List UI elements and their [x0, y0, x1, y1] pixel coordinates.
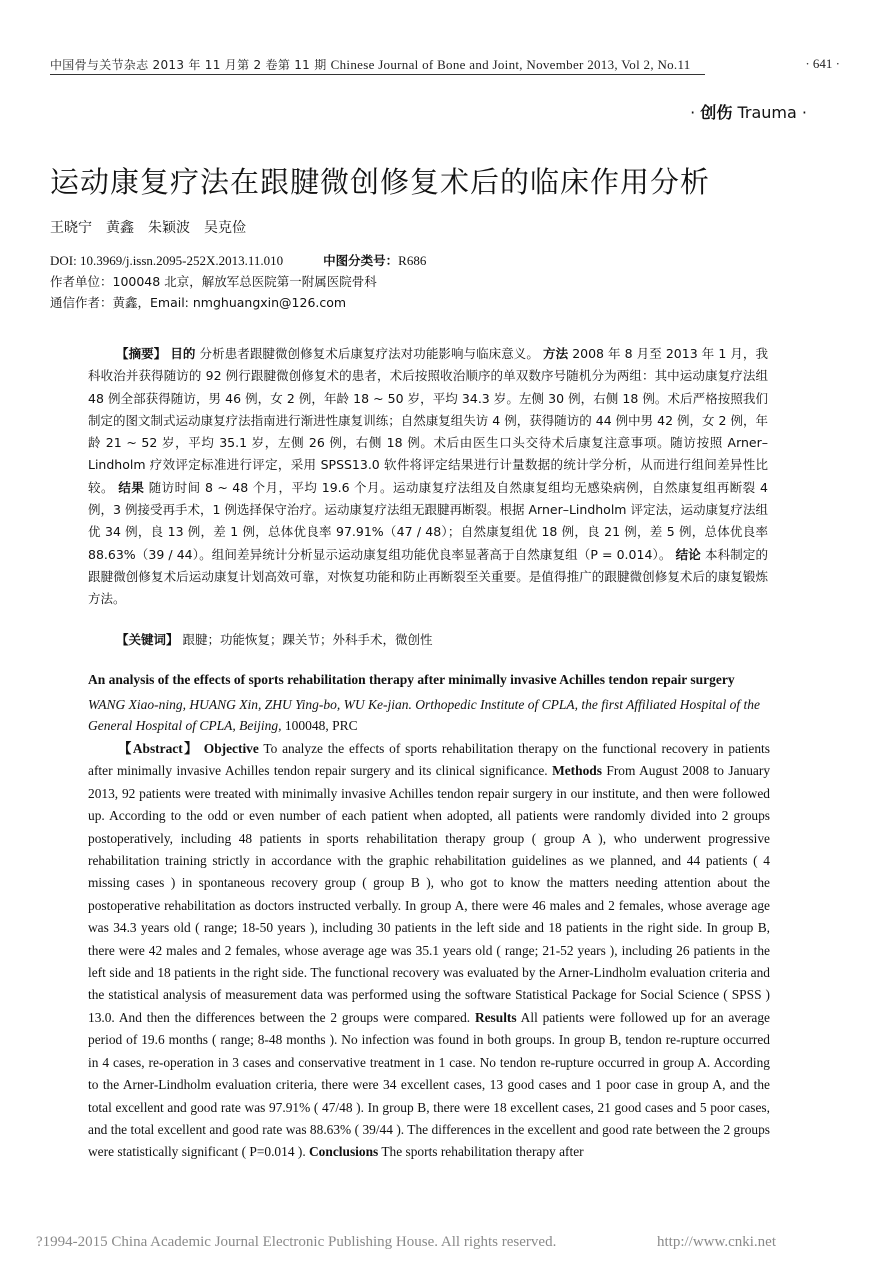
conclusions-text-en: The sports rehabilitation therapy after [378, 1144, 584, 1160]
running-header [50, 54, 840, 76]
copyright-footer [36, 1234, 776, 1251]
section-tag [690, 100, 807, 123]
objective-label-cn: 目的 [170, 346, 196, 361]
section-bullet-right: · [801, 103, 807, 122]
copyright-text: ?1994-2015 China Academic Journal Electronic Publishing House. All rights reserved. [36, 1234, 557, 1250]
results-label-en: Results [474, 1009, 517, 1025]
abstract-en [88, 738, 770, 1164]
results-text-cn: 随访时间 8 ~ 48 个月，平均 19.6 个月。运动康复疗法组及自然康复组均无感染病例，自然康复组再断裂 4 例，3 例接受再手术，1 例选择保守治疗。运动康复疗法组无跟腱再断裂。根据 Arner–Lindholm 评定法，运动康复疗法组优 34 例，良 13 例，差 1 例，总体优良率 97.91%（47 / 48）；自然康复组优 18 例，良 21 例，差 5 例，总体优良率 88.63%（39 / 44）。组间差异统计分析显示运动康复组功能优良率显著高于自然康复组（P = 0.014）。 [88, 479, 768, 562]
objective-label-en: Objective [203, 741, 259, 756]
conclusion-label-cn: 结论 [675, 546, 701, 562]
section-label-cn: 创伤 [700, 103, 733, 122]
abstract-cn [88, 343, 768, 611]
journal-citation-cn: 中国骨与关节杂志 2013 年 11 月第 2 卷第 11 期 [50, 58, 327, 72]
section-label-en: Trauma [737, 103, 797, 122]
correspondence: 通信作者：黄鑫，Email: nmghuangxin@126.com [50, 295, 347, 310]
methods-label-cn: 方法 [543, 346, 569, 361]
doi: DOI: 10.3969/j.issn.2095-252X.2013.11.010 [50, 253, 284, 268]
methods-text-en: From August 2008 to January 2013, 92 patients were treated with minimally invasive Achilles tendon repair surgery in our institute, and then were followed up. According to the odd or even number of each patient when adopted, all patients were randomly divided into 2 groups postoperatively, including 48 patients in sports rehabilitation therapy group ( group A ), who underwent progressive rehabilitation training strictly in accordance with the graphic rehabilitation guidelines as we planned, and 44 patients ( 4 missing cases ) in spontaneous recovery group ( group B ), who got to know the matters needing attention about the postoperative rehabilitation as doctors instructed verbally. In group A, there were 46 males and 2 females, whose average age was 34.3 years old ( range; 18-50 years ), including 30 patients in the left side and 18 patients in the right side. In group B, there were 42 males and 2 females, whose average age was 35.1 years old ( range; 21-52 years ), including 26 patients in the left side and 18 patients in the right side. The functional recovery was evaluated by the Arner-Lindholm evaluation criteria and the statistical analysis of measurement data was performed using the software Statistical Package for Social Science ( SPSS ) 13.0. And then the differences between the 2 groups were compared. [88, 763, 771, 1025]
keywords-cn-text: 跟腱；功能恢复；踝关节；外科手术，微创性 [182, 632, 433, 647]
classification-value: R686 [398, 253, 427, 268]
authors-en-postcode: 100048, PRC [281, 718, 358, 733]
header-rule [50, 74, 705, 75]
page-number: · 641 · [805, 56, 840, 71]
keywords-cn-label: 【关键词】 [116, 632, 179, 647]
journal-citation-en: Chinese Journal of Bone and Joint, November 2013, Vol 2, No.11 [330, 57, 691, 72]
objective-text-cn: 分析患者跟腱微创修复术后康复疗法对功能影响与临床意义。 [199, 346, 539, 361]
section-bullet-left: · [690, 103, 696, 122]
objective-text-en: To analyze the effects of sports rehabilitation therapy on the functional recovery in patients after minimally invasive Achilles tendon repair surgery and its clinical significance. [88, 741, 770, 779]
results-label-cn: 结果 [118, 479, 145, 495]
classification-label: 中图分类号： [323, 253, 399, 268]
article-title-en: An analysis of the effects of sports rehabilitation therapy after minimally invasive Achilles tendon repair surgery [88, 672, 735, 687]
authors-cn: 王晓宁 黄鑫 朱颖波 吴克俭 [50, 220, 246, 236]
affiliation: 作者单位：100048 北京，解放军总医院第一附属医院骨科 [50, 274, 377, 289]
methods-label-en: Methods [552, 763, 602, 779]
results-text-en: All patients were followed up for an average period of 19.6 months ( range; 8-48 months ). No infection was found in both groups. In group B, tendon re-rupture occurred in 4 cases, re-operation in 3 cases and conservative treatment in 1 case. No tendon re-rupture occurred in group A. According to the Arner-Lindholm evaluation criteria, there were 34 excellent cases, 13 good cases and 1 poor case in group A, and the total excellent and good rate was 97.91% ( 47/48 ). In group B, there were 18 excellent cases, 21 good cases and 5 poor cases, and the total excellent and good rate was 88.63% ( 39/44 ). The differences in the excellent and good rate between the 2 groups were statistically significant ( P=0.014 ). [88, 1009, 770, 1160]
article-meta [50, 250, 426, 313]
authors-en-affiliation: WANG Xiao-ning, HUANG Xin, ZHU Ying-bo, WU Ke-jian. Orthopedic Institute of CPLA, the first Affiliated Hospital of the General Hospital of CPLA, Beijing, [88, 697, 761, 733]
footer-url-link[interactable]: http://www.cnki.net [656, 1234, 776, 1250]
doi-line [50, 250, 426, 271]
conclusions-label-en: Conclusions [309, 1144, 379, 1160]
abstract-en-label: 【Abstract】 [118, 741, 199, 756]
methods-text-cn: 2008 年 8 月至 2013 年 1 月，我科收治并获得随访的 92 例行跟腱微创修复术的患者，术后按照收治顺序的单双数序号随机分为两组：其中运动康复疗法组 48 例全部获得随访，男 46 例，女 2 例，年龄 18 ~ 50 岁，平均 34.3 岁。左侧 30 例，右侧 18 例。术后严格按照我们制定的图文制式运动康复疗法指南进行渐进性康复训练；自然康复组失访 4 例，获得随访的 44 例中男 42 例，女 2 例，年龄 21 ~ 52 岁，平均 35.1 岁，左侧 26 例，右侧 18 例。术后由医生口头交待术后康复注意事项。随访按照 Arner–Lindholm 疗效评定标准进行评定，采用 SPSS13.0 软件将评定结果进行计量数据的统计学分析，从而进行组间差异性比较。 [88, 346, 768, 495]
article-title-cn: 运动康复疗法在跟腱微创修复术后的临床作用分析 [50, 165, 711, 199]
authors-en [88, 694, 778, 736]
abstract-cn-label: 【摘要】 [116, 346, 167, 361]
journal-citation [50, 56, 691, 73]
keywords-cn [116, 630, 433, 648]
conclusion-text-cn: 本科制定的跟腱微创修复术后运动康复计划高效可靠，对恢复功能和防止再断裂至关重要。是值得推广的跟腱微创修复术后的康复锻炼方法。 [88, 546, 768, 607]
